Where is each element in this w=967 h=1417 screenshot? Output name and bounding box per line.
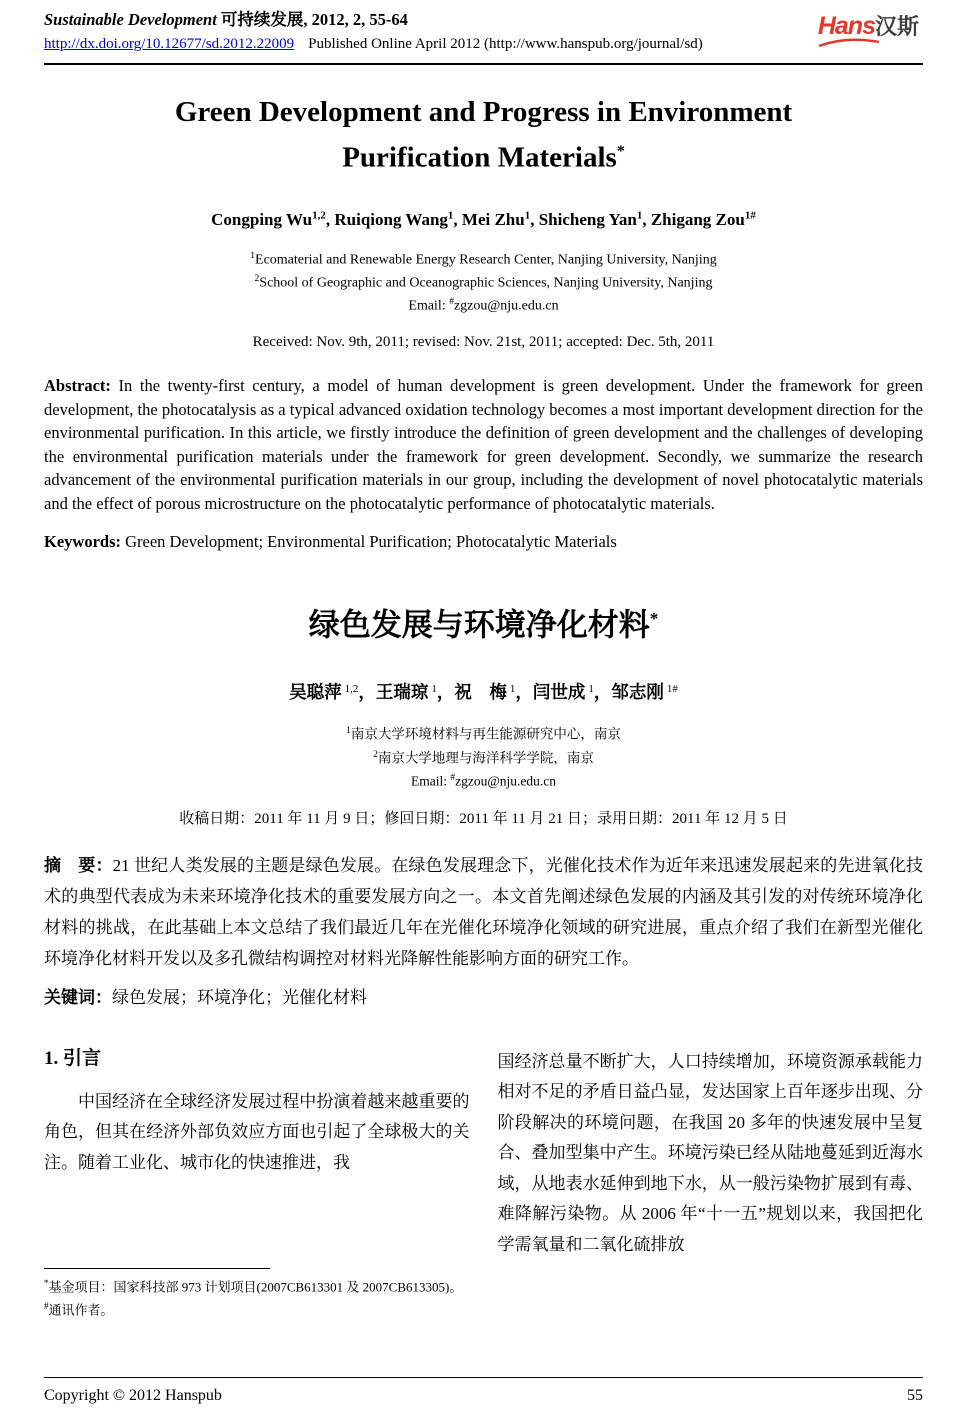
author-separator: , (530, 210, 539, 230)
keywords-zh (44, 985, 923, 1011)
author-affil-mark: 1 (447, 209, 454, 222)
article-title-line1: Green Development and Progress in Environment (174, 96, 793, 128)
keywords-text-zh: 绿色发展；环境净化；光催化材料 (112, 987, 367, 1007)
author-zh (376, 682, 455, 702)
email-line (44, 293, 923, 316)
section-heading-introduction: 1. 引言 (44, 1047, 102, 1069)
author-en (462, 210, 539, 229)
author-name: Congping Wu (211, 210, 313, 230)
doi-link[interactable]: http://dx.doi.org/10.12677/sd.2012.22009 (44, 36, 295, 52)
abstract-label: Abstract: (44, 376, 111, 396)
author-name: Mei Zhu (461, 210, 525, 230)
abstract-text-zh: 21 世纪人类发展的主题是绿色发展。在绿色发展理念下，光催化技术作为近年来迅速发展起来的先进氧化技术的典型代表成为未来环境净化技术的重要发展方向之一。本文首先阐述绿色发展的内涵及其引发的对传统环境净化材料的挑战，在此基础上本文总结了我们最近几年在光催化环境净化领域的研究进展，重点介绍了我们在新型光催化环境净化材料开发以及多孔微结构调控对材料光降解性能影响方面的研究工作。 (44, 855, 924, 968)
title-footnote-mark-zh: * (649, 609, 659, 629)
author-en (211, 210, 334, 229)
article-title-line2: Purification Materials (342, 141, 617, 174)
affiliations-en (44, 247, 923, 315)
author-separator: ， (515, 682, 533, 703)
author-separator: , (325, 210, 335, 230)
page-footer (44, 1377, 923, 1405)
article-title-en (44, 92, 923, 178)
author-affil-mark: 1 (524, 209, 531, 222)
author-zh (611, 682, 678, 702)
author-zh (289, 682, 376, 702)
journal-header-left (44, 10, 703, 54)
journal-title-line (44, 10, 703, 30)
affiliation-mark: 1 (346, 726, 351, 737)
email-mark: # (450, 773, 456, 784)
journal-header (44, 10, 923, 54)
author-name: 闫世成 (532, 682, 586, 703)
author-name: 王瑞琼 (375, 682, 429, 703)
author-affil-mark: 1,2 (312, 209, 326, 222)
author-affil-mark: 1 (588, 682, 594, 695)
affiliation-mark: 2 (373, 749, 378, 760)
author-name: 邹志刚 (611, 682, 664, 703)
affiliation-text: School of Geographic and Oceanographic Sciences, Nanjing University, Nanjing (259, 275, 713, 291)
article-title-zh (44, 599, 923, 645)
keywords-text: Green Development; Environmental Purification; Photocatalytic Materials (125, 532, 617, 552)
email-label: Email: (408, 298, 450, 314)
hans-logo (818, 10, 923, 41)
body-paragraph-right: 国经济总量不断扩大，人口持续增加，环境资源承载能力相对不足的矛盾日益凸显，发达国家上百年逐步出现、分阶段解决的环境问题，在我国 20 多年的快速发展中呈复合、叠加型集中产生。环境污染已经从陆地蔓延到近海水域，从地表水延伸到地下水，从一般污染物扩展到有毒、难降解污染物。从 2006 年“十一五”规划以来，我国把化学需氧量和二氧化硫排放 (497, 1051, 923, 1254)
author-en (651, 210, 756, 229)
received-dates-zh: 收稿日期：2011 年 11 月 9 日；修回日期：2011 年 11 月 21 日；录用日期：2011 年 12 月 5 日 (179, 810, 788, 827)
affiliation-mark: 1 (250, 251, 256, 262)
author-affil-mark: 1# (744, 209, 756, 222)
page-number: 55 (907, 1387, 923, 1404)
body-paragraph-left: 中国经济在全球经济发展过程中扮演着越来越重要的角色，但其在经济外部负效应方面也引起了全球极大的关注。随着工业化、城市化的快速推进，我 (44, 1091, 470, 1172)
author-separator: , (453, 210, 462, 230)
footnote-corresponding-author (44, 1297, 470, 1319)
hans-logo-chinese: 汉斯 (874, 14, 919, 39)
author-zh (533, 682, 612, 702)
footer-divider (44, 1377, 923, 1378)
email-address: zgzou@nju.edu.cn (455, 773, 557, 789)
journal-issue-info: 可持续发展, 2012, 2, 55-64 (216, 10, 408, 29)
footnote-text: 基金项目：国家科技部 973 计划项目(2007CB613301 及 2007CB613305)。 (48, 1279, 463, 1295)
footer-row (44, 1387, 923, 1405)
body-columns (44, 1047, 923, 1319)
author-separator: ， (436, 682, 455, 703)
affiliation-mark: 2 (254, 273, 260, 284)
abstract-label-zh: 摘 要： (44, 855, 113, 875)
affiliation-text: 南京大学环境材料与再生能源研究中心，南京 (350, 726, 621, 742)
affiliation-line (44, 745, 923, 769)
footnote-mark: * (44, 1278, 49, 1289)
author-name: Shicheng Yan (538, 210, 637, 230)
affiliation-line (44, 270, 923, 293)
hans-logo-swoosh-icon (818, 38, 880, 48)
author-zh (454, 682, 533, 702)
copyright-notice: Copyright © 2012 Hanspub (44, 1387, 222, 1404)
author-affil-mark: 1 (509, 682, 516, 695)
author-name: Zhigang Zou (650, 210, 745, 230)
hans-logo-wordmark: Hans (817, 12, 875, 40)
right-column (498, 1047, 924, 1319)
affiliation-line (44, 721, 923, 745)
abstract-en (44, 374, 923, 515)
published-info: Published Online April 2012 (http://www.hanspub.org/journal/sd) (308, 36, 703, 52)
keywords-label-zh: 关键词： (44, 987, 112, 1007)
author-en (334, 210, 462, 229)
keywords-label: Keywords: (44, 532, 121, 552)
author-affil-mark: 1# (666, 682, 678, 695)
affiliation-text: Ecomaterial and Renewable Energy Research Center, Nanjing University, Nanjing (255, 252, 717, 268)
received-dates-en: Received: Nov. 9th, 2011; revised: Nov. 21st, 2011; accepted: Dec. 5th, 2011 (252, 334, 715, 351)
journal-title-en: Sustainable Development (44, 10, 217, 29)
abstract-text: In the twenty-first century, a model of human development is green development. Under the framework for green development, the photocatalysis as a typical advanced oxidation technology becomes a most important development direction for the environmental purification. In this article, we firstly introduce the definition of green development and the challenges of developing the environmental purification materials under the framework for green development. Secondly, we summarize the research advancement of the environmental purification materials in our group, including the development of novel photocatalytic materials and the effect of porous microstructure on the photocatalytic performance of photocatalytic materials. (44, 376, 923, 513)
footnote-funding (44, 1274, 470, 1296)
doi-line (44, 35, 703, 54)
title-footnote-mark: * (616, 143, 625, 160)
footnote-divider (44, 1268, 270, 1269)
authors-en (44, 205, 923, 232)
author-en (539, 210, 651, 229)
author-affil-mark: 1,2 (344, 682, 359, 695)
email-line (44, 768, 923, 792)
author-name: Ruiqiong Wang (334, 210, 448, 230)
affiliation-text: 南京大学地理与海洋科学学院，南京 (377, 750, 594, 766)
author-separator: ， (358, 682, 376, 703)
email-label: Email: (410, 773, 451, 789)
keywords-en (44, 530, 923, 553)
header-divider (44, 63, 923, 65)
footnote-area (44, 1268, 470, 1319)
author-separator: ， (593, 682, 612, 703)
author-affil-mark: 1 (636, 209, 643, 222)
author-affil-mark: 1 (431, 682, 437, 695)
author-separator: , (642, 210, 651, 230)
email-mark: # (449, 296, 454, 307)
abstract-zh (44, 850, 923, 974)
left-column (44, 1047, 470, 1319)
author-name: 吴聪萍 (289, 682, 342, 703)
author-name: 祝 梅 (454, 682, 507, 703)
affiliation-line (44, 247, 923, 270)
affiliations-zh (44, 721, 923, 792)
footnote-mark: # (44, 1300, 49, 1311)
article-title-zh-text: 绿色发展与环境净化材料 (308, 607, 650, 643)
footnote-text: 通讯作者。 (48, 1301, 114, 1317)
email-address: zgzou@nju.edu.cn (453, 298, 559, 314)
authors-zh (44, 677, 923, 705)
